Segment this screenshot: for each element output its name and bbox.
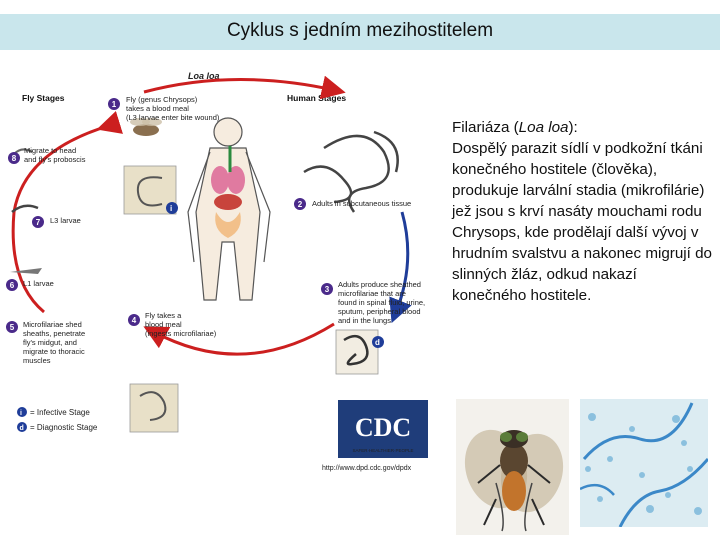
step-6-label: L1 larvae — [23, 279, 54, 288]
step-5-label: Microfilariae shed sheaths, penetrate fly's midgut, and migrate to thoracic muscles — [23, 320, 86, 365]
step-7-label: L3 larvae — [50, 216, 81, 225]
svg-text:d: d — [375, 338, 380, 347]
step-7-number: 7 — [35, 218, 41, 227]
human-stages-label: Human Stages — [287, 93, 347, 103]
l1-larvae-illustration — [10, 268, 42, 274]
svg-text:i: i — [20, 410, 22, 417]
step-1-label: Fly (genus Chrysops) takes a blood meal (L3 larvae enter bite wound) — [126, 95, 220, 122]
description-title-prefix: Filariáza ( — [452, 119, 519, 136]
legend — [17, 407, 98, 432]
step-4-number: 4 — [131, 316, 137, 325]
description-body: Dospělý parazit sídlí v podkožní tkáni konečného hostitele (člověka), produkuje larvální stadia (mikrofilárie) jež jsou s krví nasáty mouchami rodu Chrysops, kde prodělají další vývoj v hrudním svalstvu a nakonec migrují do slinných žláz, odkud nakazí konečného hostitele. — [452, 140, 713, 304]
step-6-number: 6 — [9, 281, 15, 290]
step-2-number: 2 — [297, 200, 303, 209]
step-8-number: 8 — [11, 154, 17, 163]
description-title-species: Loa loa — [518, 119, 569, 136]
arrow-fly-to-human — [144, 79, 334, 92]
svg-text:i: i — [170, 204, 173, 213]
step-1-number: 1 — [111, 100, 117, 109]
step-3-number: 3 — [324, 285, 330, 294]
description-text — [452, 117, 714, 306]
cdc-url: http://www.dpd.cdc.gov/dpdx — [322, 465, 412, 472]
slide-title: Cyklus s jedním mezihostitelem — [226, 20, 494, 41]
step-4-label: Fly takes a blood meal (ingests microfilariae) — [145, 311, 217, 338]
svg-text:d: d — [19, 425, 24, 432]
description-title-suffix: ): — [568, 119, 578, 136]
cdc-logo-text: CDC — [354, 413, 412, 442]
ingested-microfilariae-panel — [130, 384, 178, 432]
legend-infective: = Infective Stage — [30, 408, 90, 417]
species-label: Loa loa — [188, 71, 220, 81]
step-5-number: 5 — [9, 323, 15, 332]
cdc-tagline: SAFER·HEALTHIER·PEOPLE — [352, 448, 414, 453]
legend-diagnostic: = Diagnostic Stage — [30, 423, 98, 432]
chrysops-fly-photo — [456, 399, 569, 535]
step-3-label: Adults produce sheathed microfilariae that are found in spinal fluid, urine, sputum, peripheral blood and in the lungs — [338, 280, 426, 325]
fly-stages-label: Fly Stages — [22, 93, 65, 103]
loa-loa-life-cycle-diagram — [4, 62, 436, 480]
step-8-label: Migrate to head and fly's proboscis — [24, 146, 86, 164]
step-2-label: Adults in subcutaneous tissue — [312, 199, 412, 208]
microfilariae-blood-smear-photo — [580, 399, 708, 527]
